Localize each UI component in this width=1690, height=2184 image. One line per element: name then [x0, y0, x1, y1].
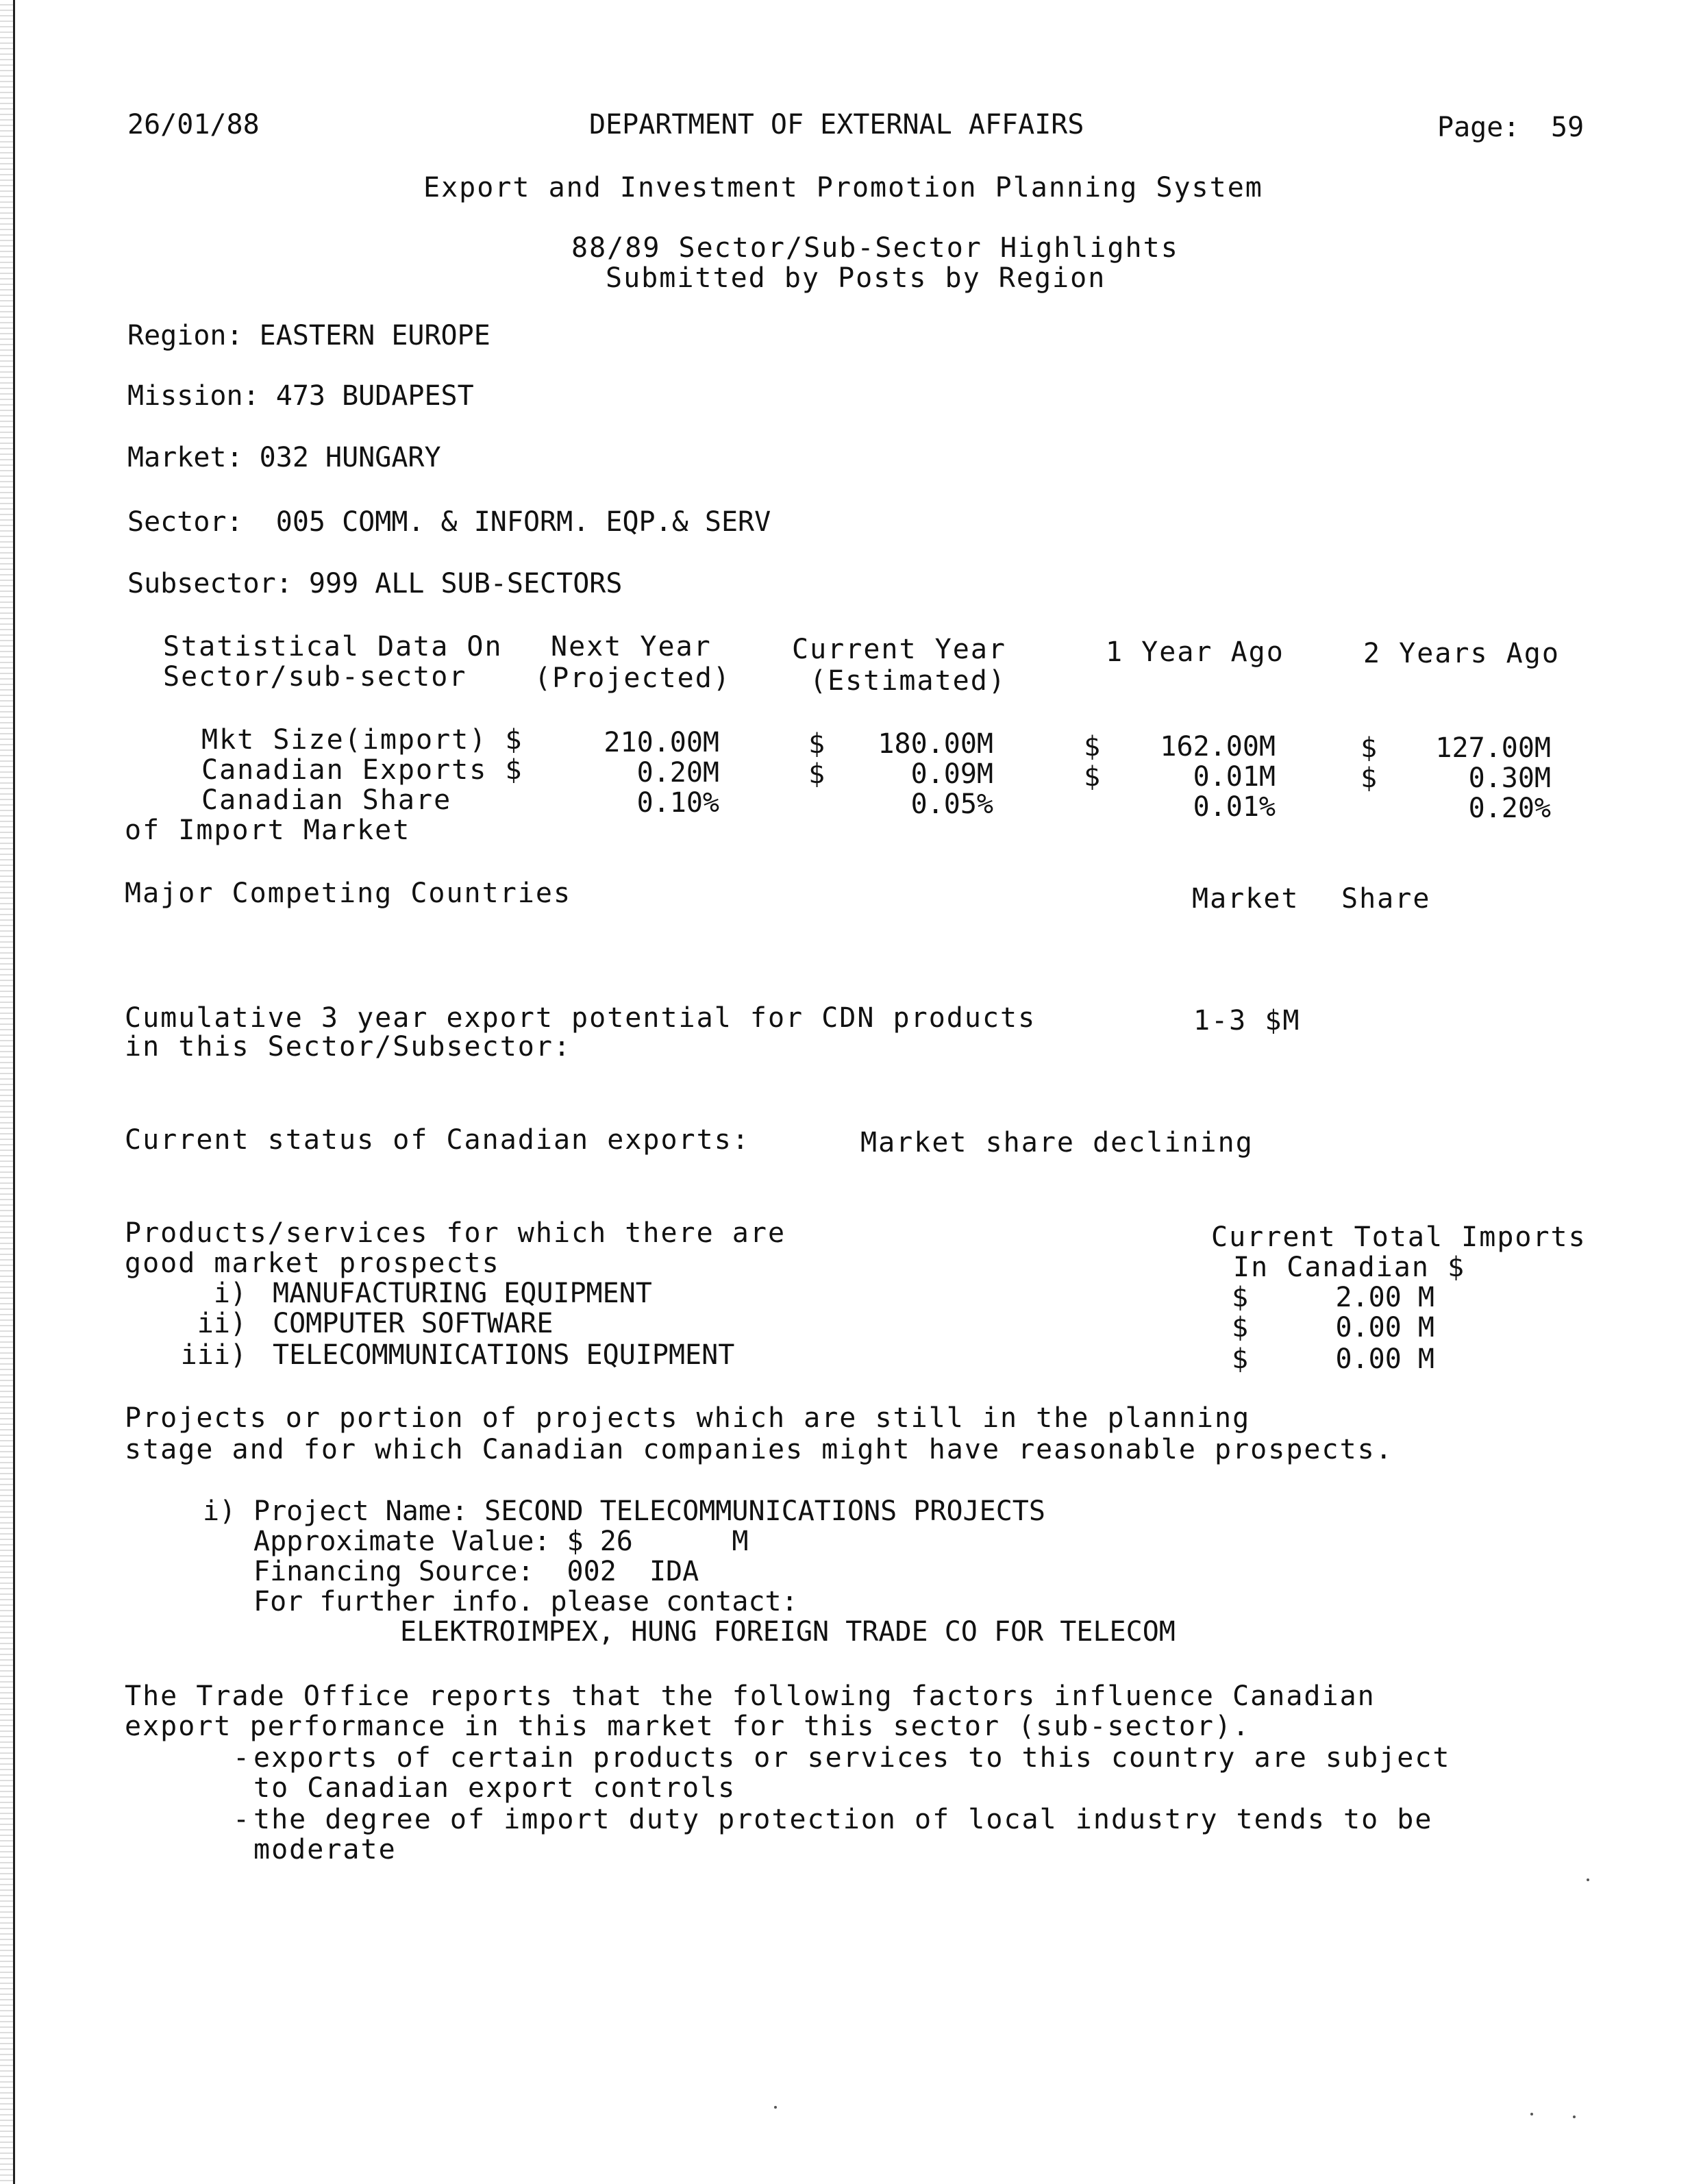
product-import-value: 0.00 M	[1335, 1343, 1434, 1375]
col-current-year: Current Year	[792, 634, 1006, 665]
cell-exports-1y: 0.01M	[1193, 761, 1276, 793]
product-name: COMPUTER SOFTWARE	[273, 1308, 554, 1339]
products-head-line1: Products/services for which there are	[125, 1217, 786, 1249]
report-title: 88/89 Sector/Sub-Sector Highlights	[571, 232, 1179, 264]
factors-intro-line2: export performance in this market for this sector (sub-sector).	[125, 1711, 1251, 1742]
market-share-share-label: Share	[1341, 883, 1431, 915]
scan-speck	[1573, 2115, 1576, 2118]
col-1-year-ago: 1 Year Ago	[1106, 636, 1284, 668]
cell-exports-next: 0.20M	[636, 757, 719, 789]
cell-share-2y: 0.20%	[1468, 793, 1551, 824]
region-field: Region: EASTERN EUROPE	[127, 320, 490, 351]
project-contact-label: For further info. please contact:	[253, 1586, 798, 1617]
currency-sign: $	[1360, 762, 1378, 794]
factor-bullet-dash: -	[233, 1742, 250, 1774]
competing-countries-label: Major Competing Countries	[125, 878, 572, 909]
scan-speck	[774, 2106, 777, 2109]
product-name: MANUFACTURING EQUIPMENT	[273, 1278, 652, 1309]
currency-sign: $	[1232, 1312, 1249, 1343]
project-financing: Financing Source: 002 IDA	[253, 1556, 699, 1587]
factor-bullet-line1: exports of certain products or services to this country are subject	[253, 1742, 1451, 1774]
department-name: DEPARTMENT OF EXTERNAL AFFAIRS	[589, 109, 1084, 140]
currency-sign: $	[808, 758, 825, 790]
current-status-value: Market share declining	[860, 1127, 1254, 1158]
row-label-market-size: Mkt Size(import) $	[201, 724, 523, 756]
project-number: i)	[203, 1496, 236, 1527]
col-next-year: Next Year	[551, 631, 712, 662]
factor-bullet-line1: the degree of import duty protection of local industry tends to be	[253, 1804, 1433, 1835]
current-status-label: Current status of Canadian exports:	[125, 1124, 750, 1156]
currency-sign: $	[808, 728, 825, 760]
col-next-year-sub: (Projected)	[534, 662, 731, 694]
row-label-canadian-exports: Canadian Exports $	[201, 754, 523, 786]
cell-market-size-2y: 127.00M	[1435, 732, 1551, 764]
cell-exports-2y: 0.30M	[1468, 762, 1551, 794]
market-share-market-label: Market	[1192, 883, 1300, 915]
stats-head-line1: Statistical Data On	[163, 631, 503, 662]
report-subtitle: Submitted by Posts by Region	[606, 262, 1106, 294]
sector-field: Sector: 005 COMM. & INFORM. EQP.& SERV	[127, 506, 771, 538]
export-potential-line1: Cumulative 3 year export potential for CDN products	[125, 1002, 1036, 1034]
stats-head-line2: Sector/sub-sector	[163, 661, 467, 693]
products-head-line2: good market prospects	[125, 1248, 500, 1279]
cell-market-size-1y: 162.00M	[1160, 731, 1276, 762]
product-number: iii)	[180, 1339, 247, 1371]
projects-intro-line2: stage and for which Canadian companies might have reasonable prospects.	[125, 1434, 1393, 1465]
export-potential-line2: in this Sector/Subsector:	[125, 1031, 572, 1063]
subsector-field: Subsector: 999 ALL SUB-SECTORS	[127, 568, 623, 599]
page-binding-edge	[0, 0, 15, 2184]
col-2-years-ago: 2 Years Ago	[1363, 638, 1560, 669]
product-import-value: 2.00 M	[1335, 1282, 1434, 1313]
scan-speck	[1530, 2113, 1533, 2115]
imports-head-line2: In Canadian $	[1233, 1252, 1466, 1283]
system-title: Export and Investment Promotion Planning System	[423, 172, 1263, 203]
row-label-canadian-share: Canadian Share	[201, 784, 452, 816]
factor-bullet-line2: to Canadian export controls	[253, 1772, 736, 1804]
currency-sign: $	[1232, 1282, 1249, 1313]
projects-intro-line1: Projects or portion of projects which are still in the planning	[125, 1402, 1251, 1434]
factor-bullet-line2: moderate	[253, 1834, 397, 1865]
report-date: 26/01/88	[127, 109, 260, 140]
product-import-value: 0.00 M	[1335, 1312, 1434, 1343]
currency-sign: $	[1084, 731, 1101, 762]
scan-speck	[1587, 1878, 1589, 1881]
factors-intro-line1: The Trade Office reports that the following factors influence Canadian	[125, 1680, 1376, 1712]
cell-share-next: 0.10%	[636, 787, 719, 819]
factor-bullet-dash: -	[233, 1804, 250, 1835]
currency-sign: $	[1232, 1343, 1249, 1375]
project-value: Approximate Value: $ 26 M	[253, 1526, 749, 1557]
cell-share-current: 0.05%	[910, 789, 993, 820]
col-current-year-sub: (Estimated)	[810, 665, 1006, 697]
market-field: Market: 032 HUNGARY	[127, 442, 441, 473]
product-number: i)	[213, 1278, 247, 1309]
project-name: Project Name: SECOND TELECOMMUNICATIONS PROJECTS	[253, 1496, 1045, 1527]
page-number: 59	[1551, 112, 1585, 143]
project-contact: ELEKTROIMPEX, HUNG FOREIGN TRADE CO FOR TELECOM	[400, 1616, 1176, 1648]
currency-sign: $	[1360, 732, 1378, 764]
product-name: TELECOMMUNICATIONS EQUIPMENT	[273, 1339, 735, 1371]
export-potential-value: 1-3 $M	[1193, 1005, 1301, 1037]
product-number: ii)	[197, 1308, 247, 1339]
currency-sign: $	[1084, 761, 1101, 793]
cell-market-size-next: 210.00M	[604, 727, 719, 758]
cell-market-size-current: 180.00M	[878, 728, 993, 760]
page-label: Page:	[1437, 112, 1520, 143]
cell-share-1y: 0.01%	[1193, 791, 1276, 823]
mission-field: Mission: 473 BUDAPEST	[127, 380, 474, 412]
row-label-import-market: of Import Market	[125, 815, 411, 846]
imports-head-line1: Current Total Imports	[1211, 1221, 1587, 1253]
cell-exports-current: 0.09M	[910, 758, 993, 790]
